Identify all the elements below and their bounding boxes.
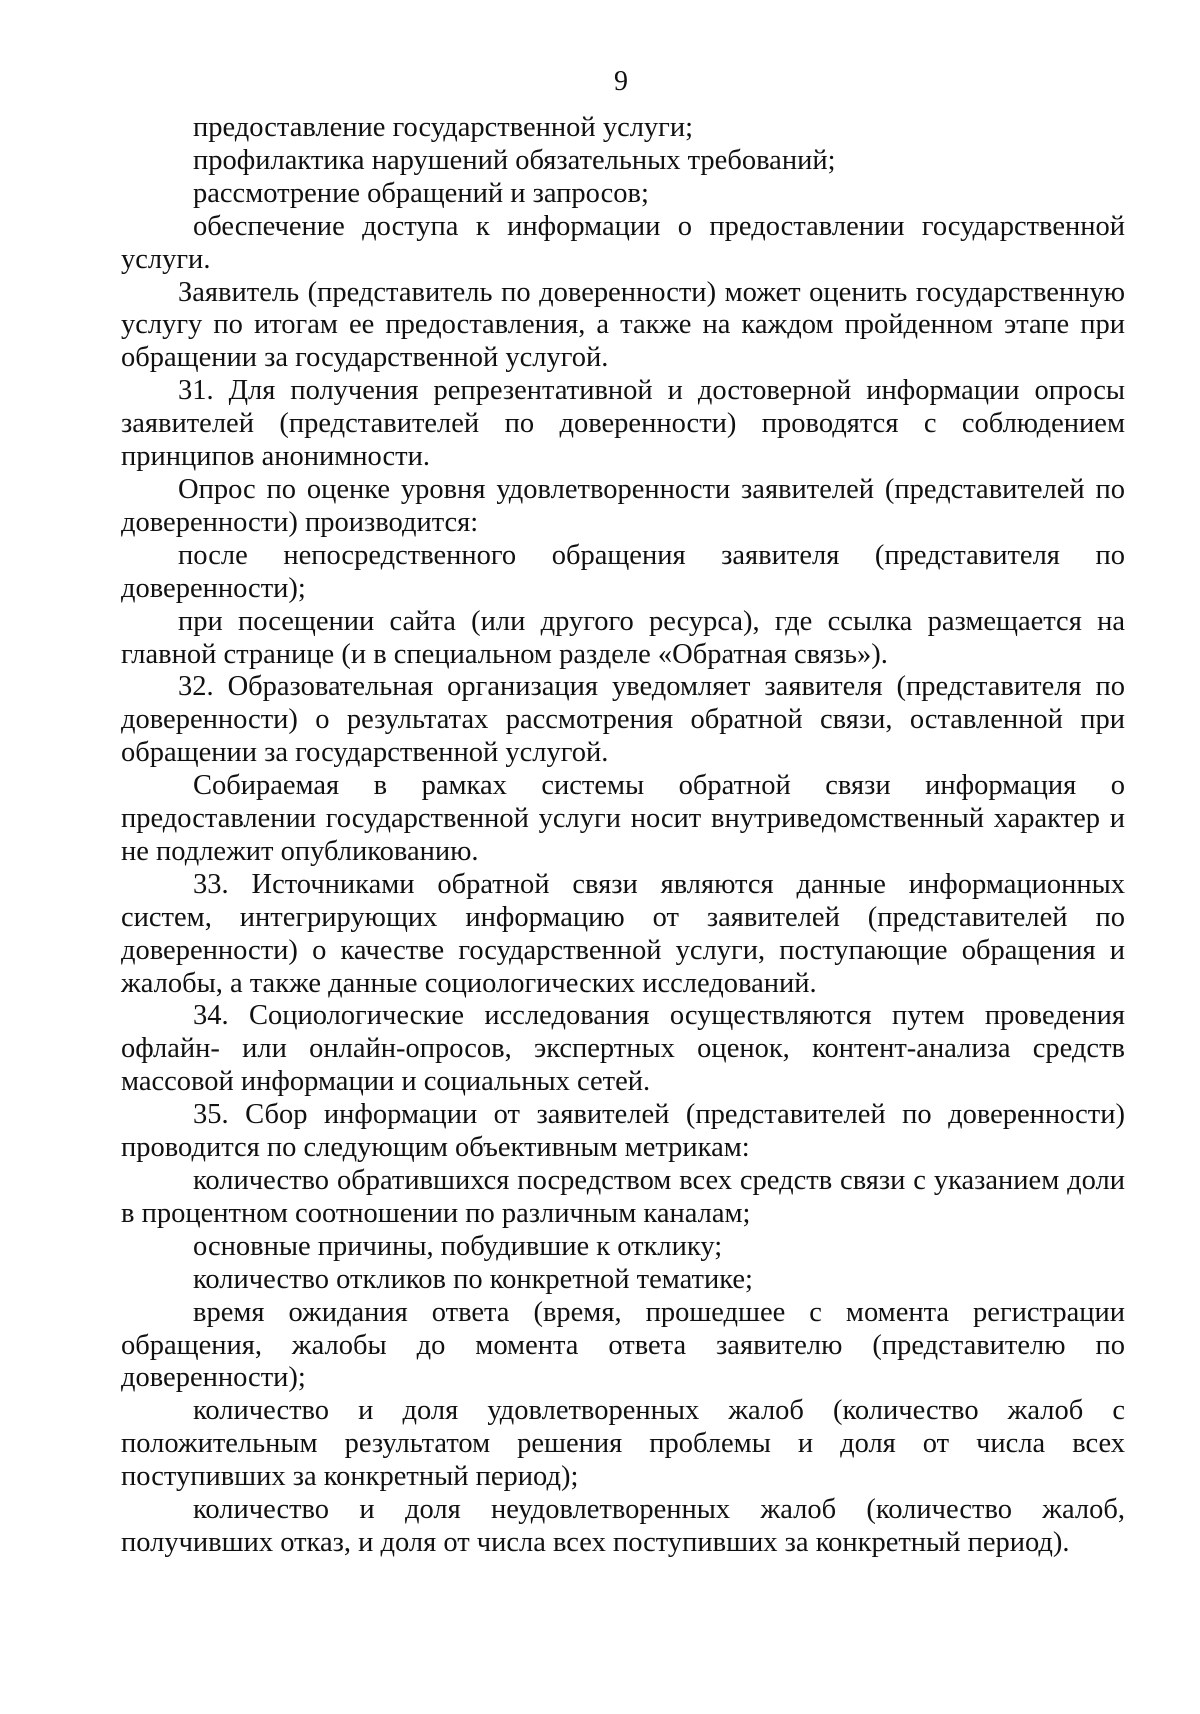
document-body — [121, 112, 1125, 1560]
paragraph: предоставление государственной услуги; — [193, 112, 694, 143]
paragraph: после непосредственного обращения заявителя (представителя по доверенности); — [121, 539, 1125, 604]
page-number: 9 — [614, 66, 628, 97]
paragraph: время ожидания ответа (время, прошедшее с момента регистрации обращения, жалобы до момента ответа заявителю (представителю по доверенности); — [121, 1296, 1125, 1394]
paragraph: при посещении сайта (или другого ресурса), где ссылка размещается на главной странице (и в специальном разделе «Обратная связь»). — [121, 605, 1125, 670]
paragraph: количество и доля неудовлетворенных жалоб (количество жалоб, получивших отказ, и доля от числа всех поступивших за конкретный период). — [121, 1494, 1125, 1558]
paragraph: Заявитель (представитель по доверенности) может оценить государственную услугу по итогам ее предоставления, а также на каждом пройденном этапе при обращении за государственной услугой. — [121, 276, 1125, 374]
paragraph: количество и доля удовлетворенных жалоб (количество жалоб с положительным результатом решения проблемы и доля от числа всех поступивших за конкретный период); — [121, 1395, 1125, 1493]
paragraph: 33. Источниками обратной связи являются данные информационных систем, интегрирующих информацию от заявителей (представителей по доверенности) о качестве государственной услуги, поступающие обращения и жалобы, а также данные социологических исследований. — [121, 868, 1125, 999]
paragraph: основные причины, побудившие к отклику; — [193, 1230, 723, 1262]
paragraph: 32. Образовательная организация уведомляет заявителя (представителя по доверенности) о результатах рассмотрения обратной связи, оставленной при обращении за государственной услугой. — [121, 671, 1125, 769]
paragraph: 31. Для получения репрезентативной и достоверной информации опросы заявителей (представителей по доверенности) проводятся с соблюдением принципов анонимности. — [121, 375, 1125, 473]
paragraph: обеспечение доступа к информации о предоставлении государственной услуги. — [121, 210, 1125, 275]
paragraph: количество откликов по конкретной тематике; — [193, 1263, 753, 1295]
paragraph: количество обратившихся посредством всех средств связи с указанием доли в процентном соотношении по различным каналам; — [121, 1165, 1125, 1229]
paragraph: рассмотрение обращений и запросов; — [193, 177, 649, 209]
paragraph: Опрос по оценке уровня удовлетворенности заявителей (представителей по доверенности) производится: — [121, 473, 1125, 538]
paragraph: профилактика нарушений обязательных требований; — [193, 144, 836, 176]
paragraph: 34. Социологические исследования осуществляются путем проведения офлайн- или онлайн-опросов, экспертных оценок, контент-анализа средств массовой информации и социальных сетей. — [121, 1000, 1125, 1098]
paragraph: 35. Сбор информации от заявителей (представителей по доверенности) проводится по следующим объективным метрикам: — [121, 1099, 1125, 1164]
paragraph: Собираемая в рамках системы обратной связи информация о предоставлении государственной услуги носит внутриведомственный характер и не подлежит опубликованию. — [121, 770, 1125, 867]
